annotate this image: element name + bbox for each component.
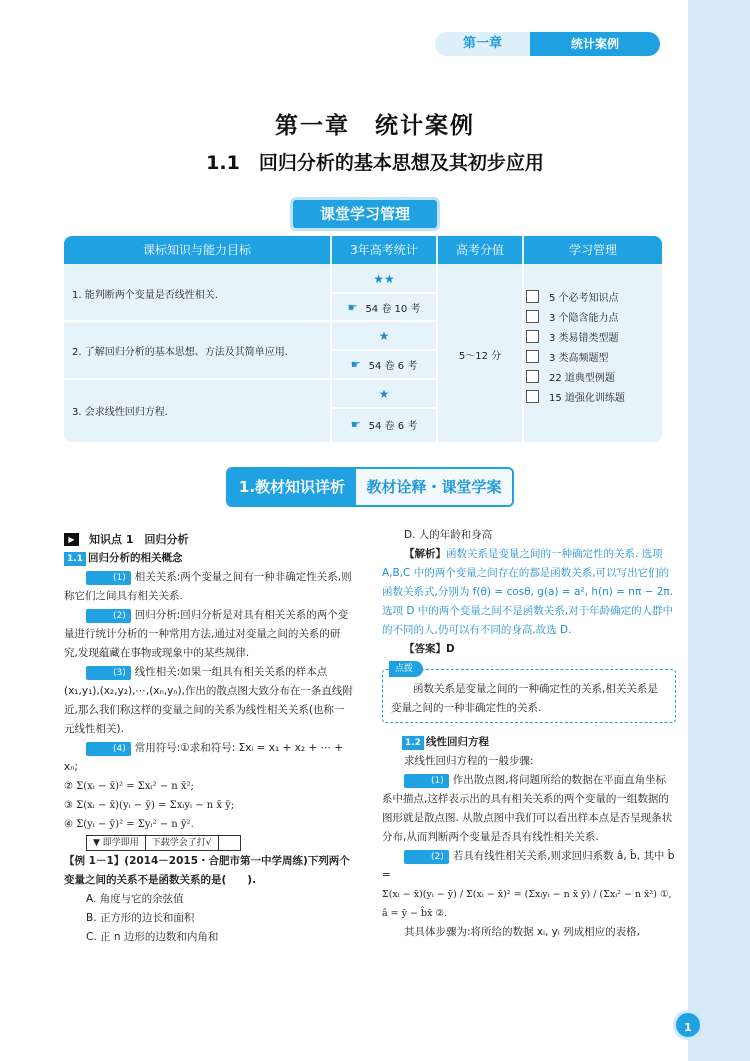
checklist-label: 3 个隐含能力点 bbox=[549, 312, 619, 324]
item-1 bbox=[64, 568, 354, 606]
steps-intro: 求线性回归方程的一般步骤: bbox=[404, 755, 534, 767]
goal-3-stars: ★ bbox=[378, 386, 390, 401]
formula-4: ④ Σ(yᵢ − ȳ)² = Σyᵢ² − n ȳ². bbox=[64, 819, 194, 830]
learned-checkbox[interactable] bbox=[219, 835, 241, 851]
checkbox[interactable] bbox=[526, 310, 539, 323]
management-badge: 课堂学习管理 bbox=[290, 197, 440, 231]
item-3 bbox=[64, 663, 354, 739]
option-c: C. 正 n 边形的边数和内角和 bbox=[86, 931, 219, 943]
step-1-tag: (1) bbox=[404, 774, 449, 788]
item-4 bbox=[64, 739, 354, 777]
goal-3: 3. 会求线性回归方程. bbox=[72, 406, 168, 418]
goal-2-stars: ★ bbox=[378, 328, 390, 343]
item-3-text: 线性相关:如果一组具有相关关系的样本点(x₁,y₁),(x₂,y₂),⋯,(xₙ,yₙ),作出的散点图大致分布在一条直线附近,那么我们称这样的变量之间的关系为线性相关关系(也称一元线性相关). bbox=[64, 666, 353, 735]
example-title: 【例 1－1】(2014－2015・合肥市第一中学周练)下列两个变量之间的关系不是函数关系的是( ). bbox=[64, 855, 350, 886]
option-a: A. 角度与它的余弦值 bbox=[86, 893, 184, 905]
option-b: B. 正方形的边长和面积 bbox=[86, 912, 195, 924]
analysis bbox=[382, 545, 676, 640]
item-4-text: 常用符号:①求和符号: Σxᵢ = x₁ + x₂ + ⋯ + xₙ; bbox=[64, 742, 344, 773]
item-1-text: 相关关系:两个变量之间有一种非确定性关系,则称它们之间具有相关关系. bbox=[64, 571, 352, 602]
header-tabs bbox=[435, 32, 660, 56]
tip-text: 函数关系是变量之间的一种确定性的关系,相关关系是变量之间的一种非确定性的关系. bbox=[391, 683, 658, 714]
header-study-mgmt: 学习管理 bbox=[524, 236, 662, 264]
page-number: 1 bbox=[673, 1010, 703, 1040]
step-2-tag: (2) bbox=[404, 850, 449, 864]
play-icon: ▶ bbox=[64, 533, 79, 546]
item-2-tag: (2) bbox=[86, 609, 131, 623]
item-2 bbox=[64, 606, 354, 663]
checklist-label: 15 道强化训练题 bbox=[549, 392, 625, 404]
header-goals: 课标知识与能力目标 bbox=[64, 236, 330, 264]
right-column bbox=[382, 526, 676, 942]
left-column bbox=[64, 530, 354, 947]
checklist-label: 5 个必考知识点 bbox=[549, 292, 619, 304]
answer: 【答案】D bbox=[404, 643, 455, 655]
subsection-2-title: 线性回归方程 bbox=[425, 736, 489, 748]
tip-box bbox=[382, 664, 676, 723]
goal-2-exam bbox=[332, 351, 436, 378]
checklist-item[interactable] bbox=[526, 346, 662, 366]
pointing-hand-icon: ☛ bbox=[347, 300, 358, 314]
subsection-1-num: 1.1 bbox=[64, 552, 86, 566]
section-tab[interactable]: 统计案例 bbox=[530, 32, 660, 56]
formula-3: ③ Σ(xᵢ − x̄)(yᵢ − ȳ) = Σxᵢyᵢ − n x̄ ȳ; bbox=[64, 800, 235, 811]
analysis-text: 函数关系是变量之间的一种确定性的关系. 选项A,B,C 中的两个变量之间存在的都是函数关系,可以写出它们的函数关系式,分别为 f(θ) = cosθ, g(a) = a², h(n) = nπ − 2π. 选项 D 中的两个变量之间不是函数关系,对于年龄确定的人群中的不同的人,仍可以有不同的身高,故选 D. bbox=[382, 548, 674, 636]
score-range: 5～12 分 bbox=[458, 350, 502, 362]
section-badge-right: 教材诠释・课堂学案 bbox=[356, 469, 512, 505]
header-score: 高考分值 bbox=[438, 236, 522, 264]
knowledge-point-text: 知识点 1 回归分析 bbox=[89, 533, 189, 546]
tip-label: 点拨 bbox=[389, 661, 423, 677]
goal-3-exam-text: 54 卷 6 考 bbox=[368, 421, 418, 432]
step-2-text: 若具有线性相关关系,则求回归系数 â, b̂, 其中 b̂ = bbox=[382, 850, 675, 881]
section-badge-left: 1.教材知识详析 bbox=[228, 469, 356, 505]
step-1-text: 作出散点图,将问题所给的数据在平面直角坐标系中描点,这样表示出的具有相关关系的两个变量的一组数据的图形就是散点图. 从散点图中我们可以看出样本点是否呈现条状分布,从而判断两个变量是否具有线性相关关系. bbox=[382, 774, 673, 843]
goal-1-exam bbox=[332, 294, 436, 320]
checklist-label: 3 类高频题型 bbox=[549, 352, 609, 364]
goal-2: 2. 了解回归分析的基本思想、方法及其简单应用. bbox=[72, 346, 288, 358]
chapter-title: 第一章 统计案例 bbox=[275, 113, 475, 139]
knowledge-point-title bbox=[64, 530, 354, 549]
goal-3-exam bbox=[332, 409, 436, 440]
checklist-item[interactable] bbox=[526, 386, 662, 406]
analysis-label: 【解析】 bbox=[404, 548, 446, 560]
section-title: 1.1 回归分析的基本思想及其初步应用 bbox=[206, 152, 544, 174]
last-line: 其具体步骤为:将所给的数据 xᵢ, yᵢ 列成相应的表格, bbox=[404, 926, 640, 938]
checklist-item[interactable] bbox=[526, 326, 662, 346]
subsection-2-num: 1.2 bbox=[402, 736, 424, 750]
option-d: D. 人的年龄和身高 bbox=[404, 529, 493, 541]
checkbox[interactable] bbox=[526, 390, 539, 403]
formula-2: ② Σ(xᵢ − x̄)² = Σxᵢ² − n x̄²; bbox=[64, 781, 194, 792]
item-4-tag: (4) bbox=[86, 742, 131, 756]
checklist-item[interactable] bbox=[526, 306, 662, 326]
quick-use-label: ▼ 即学即用 bbox=[86, 835, 146, 851]
section-badge bbox=[226, 467, 514, 507]
step-2 bbox=[382, 847, 676, 885]
study-checklist bbox=[526, 286, 662, 406]
checkbox[interactable] bbox=[526, 330, 539, 343]
header-exam-stats: 3年高考统计 bbox=[332, 236, 436, 264]
step-1 bbox=[382, 771, 676, 847]
checkbox[interactable] bbox=[526, 370, 539, 383]
subsection-2 bbox=[402, 733, 676, 752]
quick-use-bar bbox=[86, 834, 354, 852]
learned-check-label: 下载学会了打√ bbox=[146, 835, 219, 851]
pointing-hand-icon: ☛ bbox=[350, 358, 361, 371]
goal-1: 1. 能判断两个变量是否线性相关. bbox=[72, 289, 218, 301]
subsection-1-title: 回归分析的相关概念 bbox=[87, 552, 183, 564]
pointing-hand-icon: ☛ bbox=[350, 418, 361, 431]
checklist-item[interactable] bbox=[526, 286, 662, 306]
chapter-tab[interactable]: 第一章 bbox=[435, 32, 530, 56]
management-table bbox=[64, 236, 662, 442]
checklist-label: 3 类易错类型题 bbox=[549, 332, 619, 344]
goal-1-stars: ★★ bbox=[373, 272, 395, 286]
item-3-tag: (3) bbox=[86, 666, 131, 680]
checkbox[interactable] bbox=[526, 350, 539, 363]
checklist-item[interactable] bbox=[526, 366, 662, 386]
item-2-text: 回归分析:回归分析是对具有相关关系的两个变量进行统计分析的一种常用方法,通过对变量之间的关系的研究,发现蕴藏在事物或现象中的某些规律. bbox=[64, 609, 349, 659]
checklist-label: 22 道典型例题 bbox=[549, 372, 615, 384]
regression-formula: Σ(xᵢ − x̄)(yᵢ − ȳ) / Σ(xᵢ − x̄)² = (Σxᵢyᵢ − n x̄ ȳ) / (Σxᵢ² − n x̄²) ①, â = ȳ − b̂x̄ ②. bbox=[382, 889, 672, 919]
subsection-1 bbox=[64, 549, 354, 568]
checkbox[interactable] bbox=[526, 290, 539, 303]
item-1-tag: (1) bbox=[86, 571, 131, 585]
goal-2-exam-text: 54 卷 6 考 bbox=[368, 361, 418, 372]
goal-1-exam-text: 54 卷 10 考 bbox=[365, 303, 421, 315]
